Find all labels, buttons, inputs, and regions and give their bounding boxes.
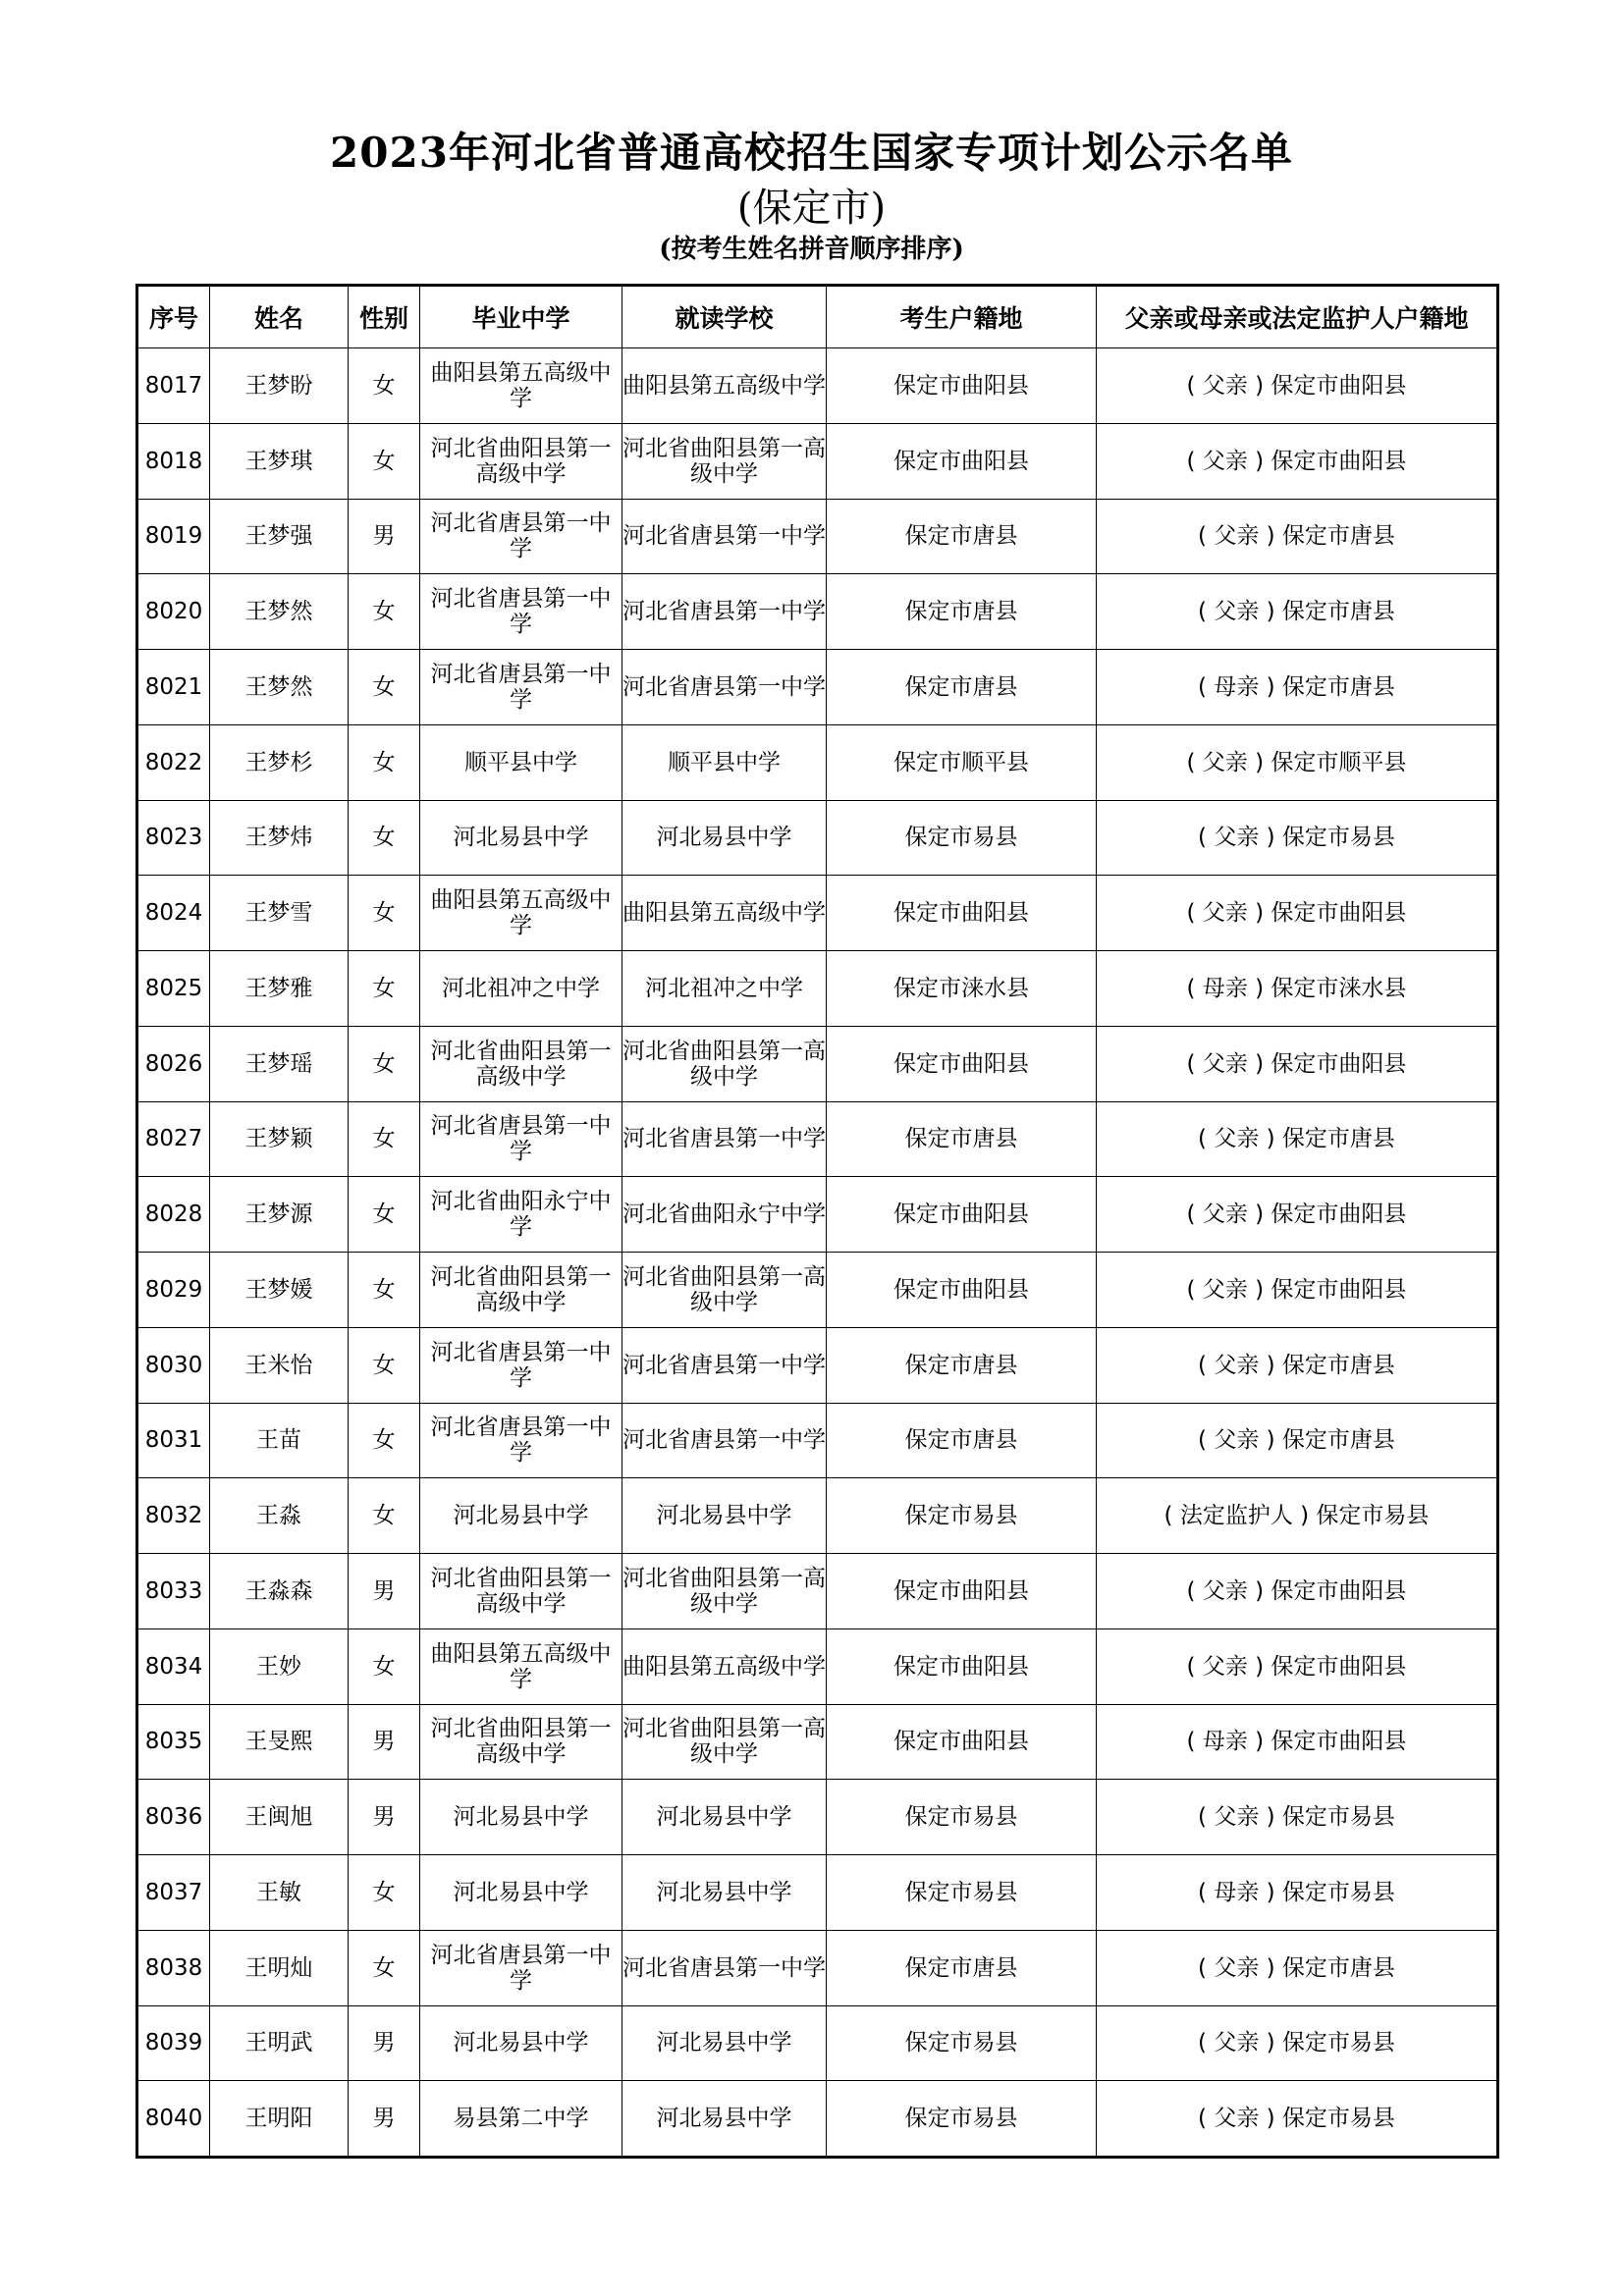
cell-gender: 女 (349, 951, 420, 1027)
cell-name: 王梦然 (210, 650, 349, 725)
cell-seq: 8019 (137, 499, 210, 574)
cell-graduated-school: 河北易县中学 (420, 800, 622, 876)
cell-guardian-hukou: ( 父亲 ) 保定市顺平县 (1097, 724, 1498, 800)
cell-seq: 8036 (137, 1780, 210, 1855)
cell-seq: 8029 (137, 1253, 210, 1328)
cell-gender: 女 (349, 574, 420, 650)
cell-graduated-school: 曲阳县第五高级中学 (420, 876, 622, 951)
cell-student-hukou: 保定市易县 (827, 1855, 1097, 1931)
cell-name: 王闽旭 (210, 1780, 349, 1855)
table-row (137, 1101, 1498, 1177)
table-row (137, 1026, 1498, 1101)
cell-name: 王旻熙 (210, 1704, 349, 1780)
cell-graduated-school: 河北省唐县第一中学 (420, 1403, 622, 1478)
cell-student-hukou: 保定市易县 (827, 2005, 1097, 2081)
cell-student-hukou: 保定市易县 (827, 2081, 1097, 2158)
header-name: 姓名 (210, 286, 349, 348)
cell-name: 王梦炜 (210, 800, 349, 876)
cell-student-hukou: 保定市涞水县 (827, 951, 1097, 1027)
cell-name: 王梦盼 (210, 348, 349, 424)
cell-current-school: 河北省唐县第一中学 (622, 1930, 827, 2005)
cell-seq: 8032 (137, 1478, 210, 1554)
cell-gender: 女 (349, 1629, 420, 1704)
cell-current-school: 河北省唐县第一中学 (622, 1327, 827, 1403)
cell-current-school: 河北省唐县第一中学 (622, 574, 827, 650)
cell-name: 王梦瑶 (210, 1026, 349, 1101)
roster-table (135, 284, 1499, 2159)
cell-current-school: 河北易县中学 (622, 1478, 827, 1554)
cell-name: 王梦雪 (210, 876, 349, 951)
cell-current-school: 河北易县中学 (622, 1780, 827, 1855)
table-row (137, 650, 1498, 725)
cell-current-school: 河北易县中学 (622, 2005, 827, 2081)
cell-student-hukou: 保定市唐县 (827, 1327, 1097, 1403)
cell-student-hukou: 保定市唐县 (827, 1930, 1097, 2005)
cell-guardian-hukou: ( 父亲 ) 保定市曲阳县 (1097, 1554, 1498, 1629)
cell-name: 王梦媛 (210, 1253, 349, 1328)
table-row (137, 348, 1498, 424)
cell-guardian-hukou: ( 父亲 ) 保定市唐县 (1097, 1327, 1498, 1403)
header-graduated-school: 毕业中学 (420, 286, 622, 348)
cell-name: 王淼 (210, 1478, 349, 1554)
cell-gender: 男 (349, 1780, 420, 1855)
cell-student-hukou: 保定市曲阳县 (827, 348, 1097, 424)
cell-graduated-school: 河北省唐县第一中学 (420, 499, 622, 574)
cell-graduated-school: 河北易县中学 (420, 1780, 622, 1855)
cell-student-hukou: 保定市易县 (827, 800, 1097, 876)
header-current-school: 就读学校 (622, 286, 827, 348)
cell-seq: 8025 (137, 951, 210, 1027)
cell-guardian-hukou: ( 父亲 ) 保定市曲阳县 (1097, 423, 1498, 499)
cell-current-school: 顺平县中学 (622, 724, 827, 800)
cell-current-school: 曲阳县第五高级中学 (622, 348, 827, 424)
table-body (137, 348, 1498, 2158)
cell-student-hukou: 保定市易县 (827, 1780, 1097, 1855)
cell-current-school: 河北省曲阳永宁中学 (622, 1177, 827, 1253)
cell-name: 王苗 (210, 1403, 349, 1478)
table-row (137, 499, 1498, 574)
cell-current-school: 河北省唐县第一中学 (622, 1403, 827, 1478)
cell-guardian-hukou: ( 父亲 ) 保定市易县 (1097, 2081, 1498, 2158)
cell-name: 王梦然 (210, 574, 349, 650)
cell-guardian-hukou: ( 母亲 ) 保定市易县 (1097, 1855, 1498, 1931)
cell-seq: 8027 (137, 1101, 210, 1177)
cell-gender: 女 (349, 1026, 420, 1101)
cell-gender: 女 (349, 876, 420, 951)
cell-seq: 8018 (137, 423, 210, 499)
cell-current-school: 河北省唐县第一中学 (622, 1101, 827, 1177)
table-row (137, 1855, 1498, 1931)
cell-student-hukou: 保定市曲阳县 (827, 876, 1097, 951)
cell-current-school: 河北易县中学 (622, 2081, 827, 2158)
cell-current-school: 河北省唐县第一中学 (622, 499, 827, 574)
cell-student-hukou: 保定市唐县 (827, 1403, 1097, 1478)
cell-graduated-school: 河北省唐县第一中学 (420, 1930, 622, 2005)
cell-seq: 8021 (137, 650, 210, 725)
table-row (137, 1177, 1498, 1253)
cell-gender: 女 (349, 1478, 420, 1554)
cell-seq: 8035 (137, 1704, 210, 1780)
table-row (137, 574, 1498, 650)
cell-name: 王梦琪 (210, 423, 349, 499)
cell-seq: 8031 (137, 1403, 210, 1478)
cell-student-hukou: 保定市曲阳县 (827, 1554, 1097, 1629)
cell-guardian-hukou: ( 父亲 ) 保定市曲阳县 (1097, 1177, 1498, 1253)
cell-graduated-school: 河北易县中学 (420, 1855, 622, 1931)
cell-graduated-school: 河北省唐县第一中学 (420, 574, 622, 650)
table-row (137, 423, 1498, 499)
table-row (137, 1554, 1498, 1629)
cell-guardian-hukou: ( 父亲 ) 保定市易县 (1097, 2005, 1498, 2081)
cell-guardian-hukou: ( 法定监护人 ) 保定市易县 (1097, 1478, 1498, 1554)
cell-seq: 8020 (137, 574, 210, 650)
cell-current-school: 河北省曲阳县第一高级中学 (622, 423, 827, 499)
cell-gender: 男 (349, 2005, 420, 2081)
table-row (137, 876, 1498, 951)
cell-gender: 女 (349, 1327, 420, 1403)
cell-gender: 男 (349, 499, 420, 574)
cell-gender: 女 (349, 1855, 420, 1931)
cell-graduated-school: 易县第二中学 (420, 2081, 622, 2158)
cell-graduated-school: 河北省曲阳县第一高级中学 (420, 423, 622, 499)
cell-current-school: 河北易县中学 (622, 1855, 827, 1931)
cell-name: 王敏 (210, 1855, 349, 1931)
cell-seq: 8037 (137, 1855, 210, 1931)
cell-name: 王淼森 (210, 1554, 349, 1629)
cell-gender: 女 (349, 650, 420, 725)
page-subtitle: (保定市) (736, 186, 887, 231)
table-row (137, 1629, 1498, 1704)
cell-seq: 8038 (137, 1930, 210, 2005)
cell-current-school: 河北省唐县第一中学 (622, 650, 827, 725)
cell-student-hukou: 保定市唐县 (827, 574, 1097, 650)
cell-graduated-school: 河北省唐县第一中学 (420, 650, 622, 725)
cell-student-hukou: 保定市曲阳县 (827, 1629, 1097, 1704)
cell-student-hukou: 保定市曲阳县 (827, 1177, 1097, 1253)
cell-name: 王梦强 (210, 499, 349, 574)
cell-name: 王梦颖 (210, 1101, 349, 1177)
cell-guardian-hukou: ( 父亲 ) 保定市曲阳县 (1097, 1253, 1498, 1328)
cell-current-school: 曲阳县第五高级中学 (622, 876, 827, 951)
cell-guardian-hukou: ( 父亲 ) 保定市唐县 (1097, 1930, 1498, 2005)
table-row (137, 1478, 1498, 1554)
cell-name: 王妙 (210, 1629, 349, 1704)
cell-name: 王明灿 (210, 1930, 349, 2005)
cell-student-hukou: 保定市曲阳县 (827, 1704, 1097, 1780)
cell-gender: 男 (349, 1554, 420, 1629)
header-gender: 性别 (349, 286, 420, 348)
cell-guardian-hukou: ( 父亲 ) 保定市曲阳县 (1097, 876, 1498, 951)
table-row (137, 800, 1498, 876)
cell-seq: 8028 (137, 1177, 210, 1253)
cell-student-hukou: 保定市曲阳县 (827, 1253, 1097, 1328)
cell-student-hukou: 保定市曲阳县 (827, 1026, 1097, 1101)
cell-gender: 女 (349, 1177, 420, 1253)
cell-guardian-hukou: ( 父亲 ) 保定市唐县 (1097, 574, 1498, 650)
table-row (137, 1780, 1498, 1855)
cell-current-school: 河北省曲阳县第一高级中学 (622, 1554, 827, 1629)
cell-graduated-school: 河北省曲阳县第一高级中学 (420, 1026, 622, 1101)
header-row (137, 286, 1498, 348)
cell-gender: 女 (349, 1101, 420, 1177)
cell-graduated-school: 河北省曲阳县第一高级中学 (420, 1704, 622, 1780)
table-row (137, 1327, 1498, 1403)
cell-graduated-school: 河北省曲阳永宁中学 (420, 1177, 622, 1253)
table-row (137, 1704, 1498, 1780)
cell-graduated-school: 曲阳县第五高级中学 (420, 348, 622, 424)
cell-guardian-hukou: ( 母亲 ) 保定市涞水县 (1097, 951, 1498, 1027)
header-seq: 序号 (137, 286, 210, 348)
cell-name: 王梦源 (210, 1177, 349, 1253)
cell-guardian-hukou: ( 父亲 ) 保定市易县 (1097, 800, 1498, 876)
cell-guardian-hukou: ( 父亲 ) 保定市曲阳县 (1097, 1026, 1498, 1101)
cell-name: 王梦雅 (210, 951, 349, 1027)
table-row (137, 1403, 1498, 1478)
cell-name: 王明阳 (210, 2081, 349, 2158)
cell-student-hukou: 保定市唐县 (827, 650, 1097, 725)
cell-current-school: 曲阳县第五高级中学 (622, 1629, 827, 1704)
cell-guardian-hukou: ( 父亲 ) 保定市曲阳县 (1097, 348, 1498, 424)
table-row (137, 1930, 1498, 2005)
cell-graduated-school: 曲阳县第五高级中学 (420, 1629, 622, 1704)
table-row (137, 2005, 1498, 2081)
cell-student-hukou: 保定市唐县 (827, 499, 1097, 574)
table-row (137, 1253, 1498, 1328)
cell-gender: 女 (349, 1403, 420, 1478)
cell-seq: 8033 (137, 1554, 210, 1629)
cell-guardian-hukou: ( 父亲 ) 保定市曲阳县 (1097, 1629, 1498, 1704)
cell-guardian-hukou: ( 父亲 ) 保定市唐县 (1097, 1101, 1498, 1177)
cell-seq: 8026 (137, 1026, 210, 1101)
cell-graduated-school: 河北省曲阳县第一高级中学 (420, 1554, 622, 1629)
cell-current-school: 河北省曲阳县第一高级中学 (622, 1253, 827, 1328)
header-guardian-hukou: 父亲或母亲或法定监护人户籍地 (1097, 286, 1498, 348)
cell-guardian-hukou: ( 母亲 ) 保定市唐县 (1097, 650, 1498, 725)
cell-graduated-school: 河北省曲阳县第一高级中学 (420, 1253, 622, 1328)
cell-current-school: 河北省曲阳县第一高级中学 (622, 1026, 827, 1101)
cell-guardian-hukou: ( 母亲 ) 保定市曲阳县 (1097, 1704, 1498, 1780)
cell-seq: 8034 (137, 1629, 210, 1704)
cell-name: 王明武 (210, 2005, 349, 2081)
cell-graduated-school: 河北省唐县第一中学 (420, 1101, 622, 1177)
cell-gender: 女 (349, 1253, 420, 1328)
cell-student-hukou: 保定市易县 (827, 1478, 1097, 1554)
cell-name: 王梦杉 (210, 724, 349, 800)
cell-student-hukou: 保定市顺平县 (827, 724, 1097, 800)
cell-gender: 男 (349, 2081, 420, 2158)
header-student-hukou: 考生户籍地 (827, 286, 1097, 348)
cell-guardian-hukou: ( 父亲 ) 保定市易县 (1097, 1780, 1498, 1855)
cell-seq: 8017 (137, 348, 210, 424)
sort-note: (按考生姓名拼音顺序排序) (659, 235, 964, 264)
cell-seq: 8022 (137, 724, 210, 800)
table-row (137, 724, 1498, 800)
cell-current-school: 河北省曲阳县第一高级中学 (622, 1704, 827, 1780)
cell-student-hukou: 保定市唐县 (827, 1101, 1097, 1177)
table-row (137, 951, 1498, 1027)
cell-seq: 8024 (137, 876, 210, 951)
cell-seq: 8039 (137, 2005, 210, 2081)
cell-current-school: 河北祖冲之中学 (622, 951, 827, 1027)
cell-gender: 女 (349, 724, 420, 800)
page-title: 2023年河北省普通高校招生国家专项计划公示名单 (330, 129, 1293, 177)
cell-graduated-school: 河北易县中学 (420, 2005, 622, 2081)
cell-gender: 男 (349, 1704, 420, 1780)
cell-name: 王米怡 (210, 1327, 349, 1403)
table-row (137, 2081, 1498, 2158)
cell-gender: 女 (349, 1930, 420, 2005)
cell-student-hukou: 保定市曲阳县 (827, 423, 1097, 499)
cell-graduated-school: 河北省唐县第一中学 (420, 1327, 622, 1403)
cell-current-school: 河北易县中学 (622, 800, 827, 876)
cell-guardian-hukou: ( 父亲 ) 保定市唐县 (1097, 1403, 1498, 1478)
cell-graduated-school: 顺平县中学 (420, 724, 622, 800)
cell-gender: 女 (349, 800, 420, 876)
cell-gender: 女 (349, 348, 420, 424)
cell-seq: 8023 (137, 800, 210, 876)
cell-seq: 8040 (137, 2081, 210, 2158)
cell-graduated-school: 河北祖冲之中学 (420, 951, 622, 1027)
cell-seq: 8030 (137, 1327, 210, 1403)
cell-gender: 女 (349, 423, 420, 499)
cell-guardian-hukou: ( 父亲 ) 保定市唐县 (1097, 499, 1498, 574)
cell-graduated-school: 河北易县中学 (420, 1478, 622, 1554)
